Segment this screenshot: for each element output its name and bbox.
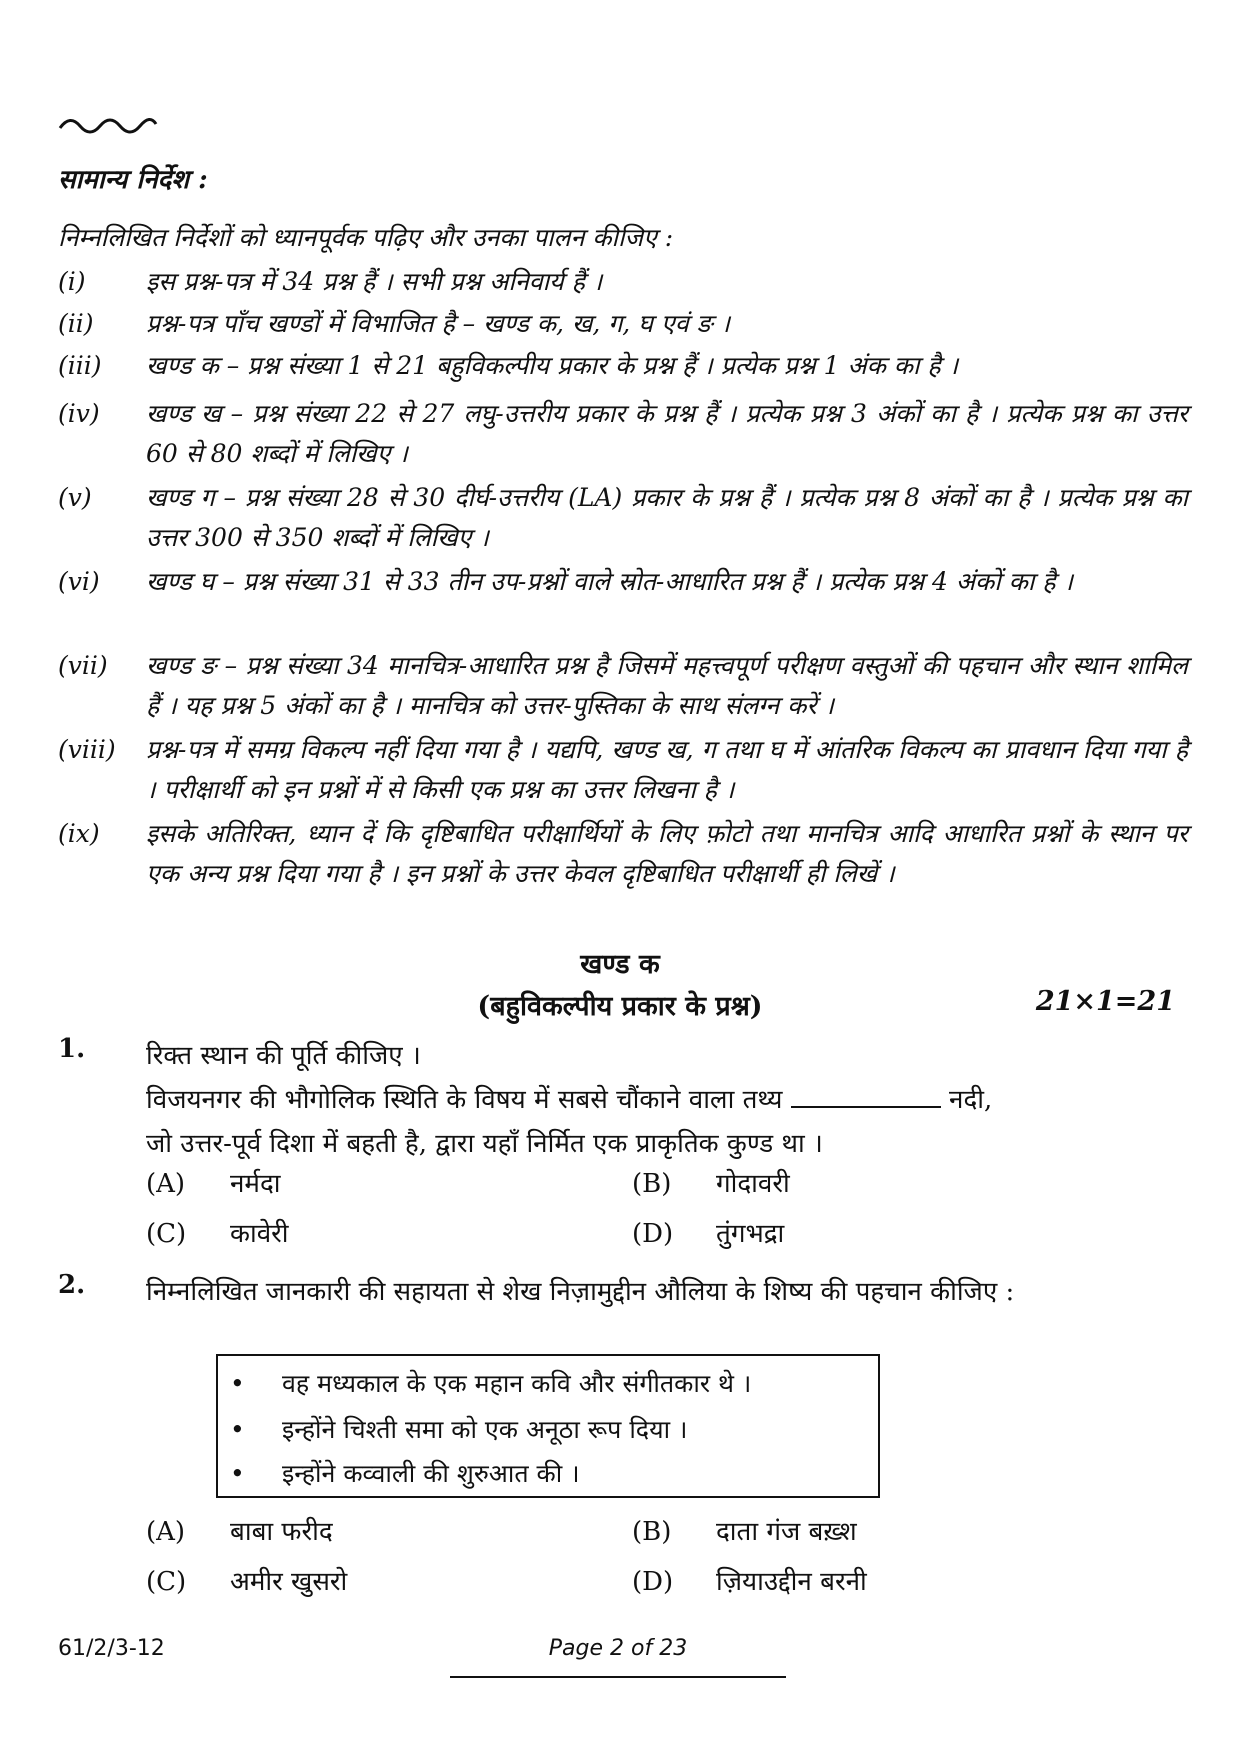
instruction-text: खण्ड ग – प्रश्न संख्या 28 से 30 दीर्घ-उत्तरीय (LA) प्रकार के प्रश्न हैं । प्रत्येक प्रश्न 8 अंकों का है । प्रत्येक प्रश्न का उत्तर 300 से 350 शब्दों में लिखिए । <box>146 483 1188 552</box>
question-1-line2 <box>146 1078 1108 1122</box>
instruction-text: इस प्रश्न-पत्र में 34 प्रश्न हैं । सभी प्रश्न अनिवार्य हैं । <box>146 267 603 296</box>
instruction-number: (ix) <box>58 819 100 848</box>
option-text: बाबा फरीद <box>230 1517 333 1547</box>
option-text: कावेरी <box>230 1219 289 1249</box>
option-label: (B) <box>632 1169 672 1199</box>
option-label: (C) <box>146 1567 187 1597</box>
option-text: दाता गंज बख़्श <box>716 1517 857 1547</box>
instruction-text: इसके अतिरिक्त, ध्यान दें कि दृष्टिबाधित परीक्षार्थियों के लिए फ़ोटो तथा मानचित्र आदि आधारित प्रश्नों के स्थान पर एक अन्य प्रश्न दिया गया है । इन प्रश्नों के उत्तर केवल दृष्टिबाधित परीक्षार्थी ही लिखें । <box>146 819 1188 888</box>
q2-option-a <box>146 1512 333 1548</box>
page-number: Page 2 of 23 <box>548 1636 688 1661</box>
instruction-item <box>58 562 1188 602</box>
option-label: (A) <box>146 1169 186 1199</box>
instruction-number: (vii) <box>58 651 108 680</box>
option-label: (D) <box>632 1567 674 1597</box>
q2-option-c <box>146 1562 347 1598</box>
instruction-item <box>58 304 1188 344</box>
option-label: (C) <box>146 1219 187 1249</box>
instruction-number: (vi) <box>58 567 100 596</box>
option-label: (B) <box>632 1517 672 1547</box>
general-instructions-heading: सामान्य निर्देश : <box>58 165 208 195</box>
paper-code: 61/2/3-12 <box>58 1636 165 1661</box>
instruction-item <box>58 814 1188 894</box>
instruction-number: (ii) <box>58 309 94 338</box>
bullet: • <box>230 1369 245 1398</box>
option-text: अमीर खुसरो <box>230 1567 348 1597</box>
section-subtitle: (बहुविकल्पीय प्रकार के प्रश्न) <box>477 991 763 1022</box>
question-2-text: निम्नलिखित जानकारी की सहायता से शेख निज़ामुद्दीन औलिया के शिष्य की पहचान कीजिए : <box>146 1277 1015 1307</box>
clue-text: इन्होंने कव्वाली की शुरुआत की । <box>282 1459 580 1488</box>
fill-blank <box>791 1084 941 1108</box>
instruction-item <box>58 394 1188 474</box>
bullet: • <box>230 1415 245 1444</box>
option-text: ज़ियाउद्दीन बरनी <box>716 1567 867 1597</box>
instruction-number: (i) <box>58 267 86 296</box>
instruction-text: प्रश्न-पत्र में समग्र विकल्प नहीं दिया गया है । यद्यपि, खण्ड ख, ग तथा घ में आंतरिक विकल्प का प्रावधान दिया गया है । परीक्षार्थी को इन प्रश्नों में से किसी एक प्रश्न का उत्तर लिखना है । <box>146 735 1188 804</box>
clue-text: इन्होंने चिश्ती समा को एक अनूठा रूप दिया । <box>282 1415 688 1444</box>
question-1-line2-before: विजयनगर की भौगोलिक स्थिति के विषय में सबसे चौंकाने वाला तथ्य <box>146 1085 783 1115</box>
q1-option-b <box>632 1164 790 1200</box>
section-marks: 21×1=21 <box>1035 986 1175 1017</box>
question-1-line3: जो उत्तर-पूर्व दिशा में बहती है, द्वारा यहाँ निर्मित एक प्राकृतिक कुण्ड था । <box>146 1129 823 1159</box>
option-text: गोदावरी <box>716 1169 790 1199</box>
instruction-text: खण्ड क – प्रश्न संख्या 1 से 21 बहुविकल्पीय प्रकार के प्रश्न हैं । प्रत्येक प्रश्न 1 अंक का है । <box>146 351 959 380</box>
squiggle-ornament <box>58 112 158 138</box>
instruction-item <box>58 646 1188 726</box>
option-label: (A) <box>146 1517 186 1547</box>
option-text: तुंगभद्रा <box>716 1219 785 1249</box>
instruction-text: खण्ड ख – प्रश्न संख्या 22 से 27 लघु-उत्तरीय प्रकार के प्रश्न हैं । प्रत्येक प्रश्न 3 अंकों का है । प्रत्येक प्रश्न का उत्तर 60 से 80 शब्दों में लिखिए । <box>146 399 1188 468</box>
footer-divider <box>450 1676 786 1678</box>
question-1 <box>58 1034 1108 1166</box>
question-1-line1: रिक्त स्थान की पूर्ति कीजिए । <box>146 1041 421 1071</box>
instruction-number: (iv) <box>58 399 100 428</box>
question-1-line2-after: नदी, <box>949 1085 993 1115</box>
instruction-number: (viii) <box>58 735 116 764</box>
clue-item <box>230 1366 751 1400</box>
section-title: खण्ड क <box>580 949 660 980</box>
question-number: 1. <box>58 1034 86 1064</box>
instruction-item <box>58 478 1188 558</box>
option-label: (D) <box>632 1219 674 1249</box>
question-number: 2. <box>58 1270 86 1300</box>
option-text: नर्मदा <box>230 1169 281 1199</box>
instruction-text: खण्ड ङ – प्रश्न संख्या 34 मानचित्र-आधारित प्रश्न है जिसमें महत्त्वपूर्ण परीक्षण वस्तुओं की पहचान और स्थान शामिल हैं । यह प्रश्न 5 अंकों का है । मानचित्र को उत्तर-पुस्तिका के साथ संलग्न करें । <box>146 651 1188 720</box>
bullet: • <box>230 1459 245 1488</box>
q2-option-d <box>632 1562 867 1598</box>
instructions-intro: निम्नलिखित निर्देशों को ध्यानपूर्वक पढ़िए और उनका पालन कीजिए : <box>58 223 674 252</box>
instruction-number: (v) <box>58 483 92 512</box>
q2-option-b <box>632 1512 857 1548</box>
instruction-item <box>58 346 1188 386</box>
q1-option-c <box>146 1214 289 1250</box>
clue-item <box>230 1456 580 1490</box>
q1-option-a <box>146 1164 281 1200</box>
instruction-text: खण्ड घ – प्रश्न संख्या 31 से 33 तीन उप-प्रश्नों वाले स्रोत-आधारित प्रश्न हैं । प्रत्येक प्रश्न 4 अंकों का है । <box>146 567 1073 596</box>
instruction-text: प्रश्न-पत्र पाँच खण्डों में विभाजित है – खण्ड क, ख, ग, घ एवं ङ । <box>146 309 730 338</box>
clue-item <box>230 1412 687 1446</box>
clue-box <box>216 1354 880 1498</box>
instruction-number: (iii) <box>58 351 102 380</box>
instruction-item <box>58 262 1188 302</box>
clue-text: वह मध्यकाल के एक महान कवि और संगीतकार थे । <box>282 1369 752 1398</box>
instruction-item <box>58 730 1188 810</box>
q1-option-d <box>632 1214 784 1250</box>
question-2 <box>58 1270 1108 1314</box>
